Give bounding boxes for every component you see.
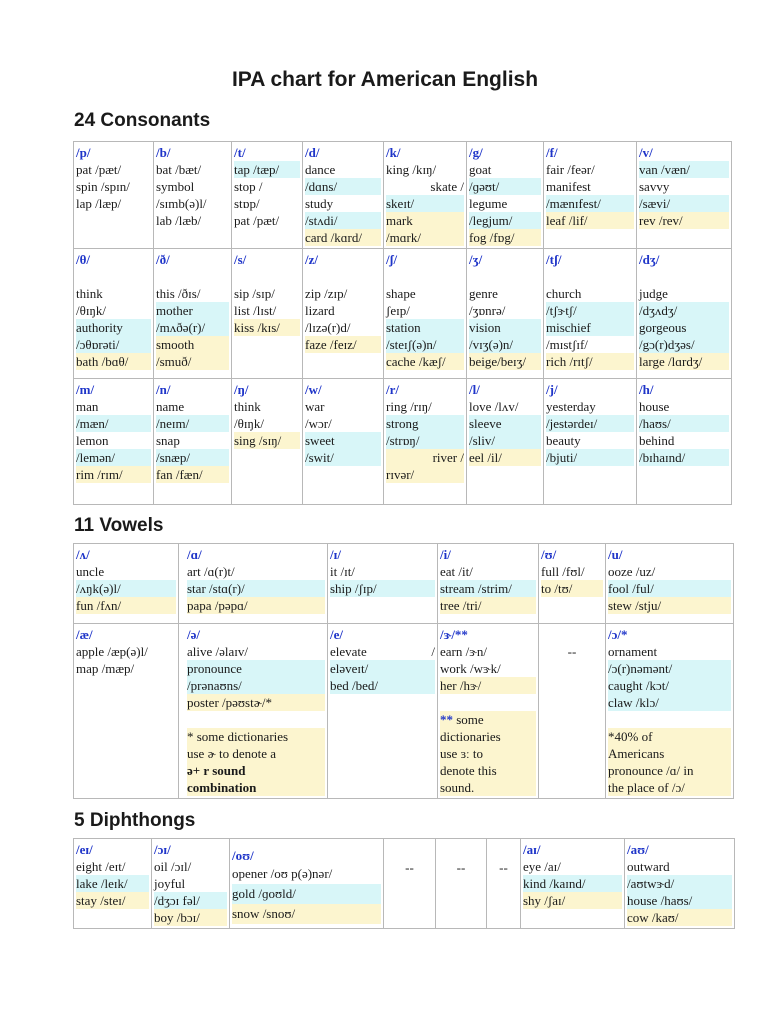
footnote: the place of /ɔ/ [608,779,731,796]
example-word: house [639,399,670,414]
example-word: /mɑrk/ [386,229,464,246]
vowel-cell-eh [328,624,438,799]
example-word: /tʃɝtʃ/ [546,302,634,319]
table-row [74,544,734,624]
ipa-symbol: /æ/ [76,627,93,642]
example-word: lizard [305,303,335,318]
example-word: goat [469,162,492,177]
vowel-cell-ih [328,544,438,624]
example-word: savvy [639,179,670,194]
diphthongs-table [73,838,735,929]
vowel-cell-er [438,624,539,799]
example-word: /swit/ [305,449,381,466]
ipa-symbol: /n/ [156,382,171,397]
ipa-symbol: /ʒ/ [469,252,483,267]
example-word: smooth [156,336,229,353]
ipa-symbol: /s/ [234,252,247,267]
example-word: fun /fʌn/ [76,597,176,614]
example-word: /θɪŋk/ [76,303,106,318]
footnote: dictionaries [440,728,536,745]
example-word: /stʌdi/ [305,212,381,229]
example-word: outward [627,859,670,874]
example-word: station [386,319,464,336]
example-word: authority [76,319,151,336]
example-word: /ʌŋk(ə)l/ [76,580,176,597]
example-word: shape [386,286,416,301]
example-word: judge [639,286,668,301]
example-word: /ɔ(r)nəmənt/ [608,660,731,677]
example-word: /mænɪfest/ [546,195,634,212]
example-word: leaf /lif/ [546,212,634,229]
example-word: ship /ʃɪp/ [330,580,435,597]
diphthong-cell-ow [625,839,735,929]
example-word: /bjuti/ [546,449,634,466]
example-word: snap [156,433,180,448]
consonant-cell-m [74,379,154,505]
vowel-cell-oo [606,544,734,624]
example-word: caught /kɔt/ [608,677,731,694]
vowels-table [73,543,734,799]
example-word: ooze /uz/ [608,564,656,579]
example-word: sip /sɪp/ [234,286,275,301]
example-word: bat /bæt/ [156,162,202,177]
table-row [74,142,732,249]
example-word: apple /æp(ə)l/ [76,644,148,659]
example-word: /lemən/ [76,449,151,466]
consonant-cell-h [637,379,732,505]
example-word: fog /fɒg/ [469,229,541,246]
example-word: poster /pəʊstɚ/* [187,694,325,711]
example-word: uncle [76,564,105,579]
ipa-symbol: /ʊ/ [541,547,557,562]
example-word: tree /tri/ [440,597,536,614]
footnote: *40% of [608,728,731,745]
example-word: pat /pæt/ [76,162,122,177]
ipa-symbol: /d/ [305,145,320,160]
example-word: /steɪʃ(ə)n/ [386,336,464,353]
vowel-cell-empty [539,624,606,799]
example-word: rim /rɪm/ [76,466,151,483]
example-word: mother [156,302,229,319]
ipa-symbol: /ð/ [156,252,170,267]
consonant-cell-g [467,142,544,249]
example-word: large /lɑrdʒ/ [639,353,729,370]
table-row [74,379,732,505]
consonant-cell-dh [154,249,232,379]
example-word: claw /klɔ/ [608,694,731,711]
diphthong-cell-oy [152,839,230,929]
example-word: list /lɪst/ [234,303,277,318]
example-word: stay /steɪ/ [76,892,149,909]
example-word: bath /bɑθ/ [76,353,151,370]
example-word: legume [469,196,508,211]
example-word: vision [469,319,541,336]
example-word: /dʒɔɪ fəl/ [154,892,227,909]
footnote: sound. [440,779,536,796]
example-word: van /væn/ [639,161,729,178]
consonant-cell-ng [232,379,303,505]
example-word: /neɪm/ [156,415,229,432]
footnote: combination [187,779,325,796]
example-word: /strɒŋ/ [386,432,464,449]
ipa-symbol: /i/ [440,547,451,562]
diphthong-cell-eye [521,839,625,929]
example-word: /sɪmb(ə)l/ [156,196,207,211]
ipa-symbol: /p/ [76,145,91,160]
table-row [74,839,735,929]
example-word: stew /stju/ [608,597,731,614]
ipa-symbol: /k/ [386,145,401,160]
example-word: pronounce [187,660,325,677]
diphthong-cell-empty-1 [384,839,436,929]
ipa-symbol: /ə/ [187,627,200,642]
example-word: earn /ɝn/ [440,644,487,659]
footnote: ə+ r sound [187,762,325,779]
example-word: papa /pəpɑ/ [187,597,325,614]
example-word: gorgeous [639,319,729,336]
example-word: /wɔr/ [305,416,332,431]
example-word: think [234,399,261,414]
consonant-cell-sh [384,249,467,379]
ipa-symbol: /ŋ/ [234,382,249,397]
example-word: full /fʊl/ [541,564,585,579]
example-word: lab /læb/ [156,213,202,228]
example-word: /aʊtwɝd/ [627,875,732,892]
example-word: faze /feɪz/ [305,336,381,353]
example-word: work /wɝk/ [440,661,501,676]
diphthong-cell-ay [74,839,152,929]
ipa-symbol: /b/ [156,145,171,160]
example-word: to /tʊ/ [541,580,603,597]
ipa-symbol: /aɪ/ [523,842,541,857]
ipa-symbol: /ʌ/ [76,547,90,562]
diphthong-cell-empty-3 [487,839,521,929]
example-word: /dɑns/ [305,178,381,195]
example-word: ring /rɪŋ/ [386,399,432,414]
example-word: spin /spɪn/ [76,179,130,194]
consonant-cell-z [303,249,384,379]
example-word: /θɪŋk/ [234,416,264,431]
example-word: zip /zɪp/ [305,286,348,301]
page-title: IPA chart for American English [231,68,539,91]
ipa-symbol: /oʊ/ [232,848,254,863]
example-word: think [76,286,103,301]
diphthong-cell-empty-2 [436,839,487,929]
example-word: rɪvər/ [386,466,464,483]
example-word: art /ɑ(r)t/ [187,564,235,579]
ipa-symbol: /ɔɪ/ [154,842,171,857]
example-word: mischief [546,319,634,336]
footnote: * some dictionaries [187,728,325,745]
example-word: fool /ful/ [608,580,731,597]
example-word: opener /oʊ p(ə)nər/ [232,866,333,881]
vowel-cell-schwa [179,624,328,799]
example-word: /dʒʌdʒ/ [639,302,729,319]
ipa-symbol: /tʃ/ [546,252,562,267]
footnote: use ɜː to [440,745,536,762]
vowel-cell-ah [179,544,328,624]
example-word: war [305,399,325,414]
example-word: /bɪhaɪnd/ [639,449,729,466]
example-word: lake /leɪk/ [76,875,149,892]
example-word: behind [639,433,675,448]
example-word: tap /tæp/ [234,161,300,178]
consonant-cell-j [637,249,732,379]
example-word: sweet [305,432,381,449]
example-word: /smuð/ [156,353,229,370]
ipa-symbol: /r/ [386,382,399,397]
example-word: strong [386,415,464,432]
example-word: /prənaʊns/ [187,677,325,694]
vowels-heading: 11 Vowels [74,515,164,536]
example-word: eləveɪt/ [330,660,435,677]
ipa-symbol: /ʃ/ [386,252,398,267]
example-word: her /hɝ/ [440,677,536,694]
example-word: fair /feər/ [546,162,595,177]
ipa-symbol: /g/ [469,145,483,160]
ipa-symbol: /θ/ [76,252,91,267]
consonant-cell-f [544,142,637,249]
example-word: gold /ɡoʊld/ [232,884,381,904]
example-word: /mæn/ [76,415,151,432]
ipa-symbol: /ɝ/** [440,627,468,642]
consonant-cell-p [74,142,154,249]
footnote: some [456,712,484,727]
consonant-cell-y [544,379,637,505]
example-word: alive /əlaɪv/ [187,644,249,659]
example-word: ʃeɪp/ [386,303,410,318]
consonant-cell-b [154,142,232,249]
example-word: snow /snoʊ/ [232,904,381,924]
vowel-cell-uu [539,544,606,624]
example-word: beauty [546,433,581,448]
example-word: rev /rev/ [639,212,729,229]
example-word: genre [469,286,498,301]
example-word: lemon [76,433,109,448]
example-word: /ʒɒnrə/ [469,303,506,318]
example-word: star /stɑ(r)/ [187,580,325,597]
footnote-marker: ** [440,712,453,727]
consonant-cell-s [232,249,303,379]
ipa-symbol: /f/ [546,145,558,160]
example-word: card /kɑrd/ [305,229,381,246]
consonant-cell-l [467,379,544,505]
example-word: oil /ɔɪl/ [154,859,192,874]
example-word: dance [305,162,336,177]
example-word: map /mæp/ [76,661,135,676]
example-word: man [76,399,99,414]
vowel-cell-ae [74,624,179,799]
example-word: /sævi/ [639,195,729,212]
example-word: /snæp/ [156,449,229,466]
example-word: /mɪstʃɪf/ [546,337,588,352]
example-word: it /ɪt/ [330,564,355,579]
example-word: cache /kæʃ/ [386,353,464,370]
vowel-cell-uh [74,544,179,624]
example-word: /mʌðə(r)/ [156,319,229,336]
example-word: /jestərdeɪ/ [546,415,634,432]
diphthongs-heading: 5 Diphthongs [74,810,196,831]
ipa-symbol: /eɪ/ [76,842,93,857]
ipa-symbol: /l/ [469,382,480,397]
example-word: yesterday [546,399,596,414]
empty-marker: -- [567,644,577,659]
vowel-cell-ee [438,544,539,624]
example-word: king /kɪŋ/ [386,162,437,177]
consonant-cell-v [637,142,732,249]
example-word: fan /fæn/ [156,466,229,483]
example-word: /sliv/ [469,432,541,449]
example-word: eat /it/ [440,564,473,579]
vowel-cell-aw [606,624,734,799]
example-word: shy /ʃaɪ/ [523,892,622,909]
example-word: /haʊs/ [639,415,729,432]
example-word: eye /aɪ/ [523,859,561,874]
example-word: symbol [156,179,195,194]
consonant-cell-w [303,379,384,505]
example-word: /ɔθɒrəti/ [76,336,151,353]
consonant-cell-zh [467,249,544,379]
example-word: bed /bed/ [330,677,435,694]
example-word: stop / [234,179,263,194]
ipa-symbol: /w/ [305,382,322,397]
consonant-cell-r [384,379,467,505]
example-word: river / [386,449,464,466]
example-word: beige/beɪʒ/ [469,353,541,370]
example-word: eel /il/ [469,449,541,466]
ipa-symbol: /ɪ/ [330,547,341,562]
example-word: mark [386,212,464,229]
example-word: /legjum/ [469,212,541,229]
ipa-symbol: /e/ [330,627,343,642]
ipa-symbol: /t/ [234,145,246,160]
consonant-cell-t [232,142,303,249]
consonant-cell-ch [544,249,637,379]
consonants-table [73,141,732,505]
example-word: lap /læp/ [76,196,122,211]
example-word: love /lʌv/ [469,399,519,414]
empty-marker: -- [456,860,466,875]
consonants-heading: 24 Consonants [74,110,211,131]
example-word: rich /rɪtʃ/ [546,353,634,370]
consonant-cell-th [74,249,154,379]
example-word: ornament [608,644,658,659]
example-word: this /ðɪs/ [156,286,201,301]
ipa-symbol: /ɑ/ [187,547,202,562]
example-word: /ɡəʊt/ [469,178,541,195]
example-word: pat /pæt/ [234,213,280,228]
ipa-symbol: /v/ [639,145,653,160]
footnote: pronounce /ɑ/ in [608,762,731,779]
ipa-symbol: /h/ [639,382,654,397]
ipa-symbol: /dʒ/ [639,252,660,267]
example-word: eight /eɪt/ [76,859,126,874]
example-word: sing /sɪŋ/ [234,432,300,449]
consonant-cell-k [384,142,467,249]
diphthong-cell-oh [230,839,384,929]
ipa-symbol: /u/ [608,547,623,562]
footnote: use ɚ to denote a [187,745,325,762]
example-word: boy /bɔɪ/ [154,909,227,926]
example-word: cow /kaʊ/ [627,909,732,926]
example-word: church [546,286,582,301]
ipa-symbol: /m/ [76,382,95,397]
example-word: /gɔ(r)dʒəs/ [639,336,729,353]
consonant-cell-n [154,379,232,505]
ipa-symbol: /z/ [305,252,318,267]
example-word: /vɪʒ(ə)n/ [469,336,541,353]
example-word: elevate / [330,644,435,659]
footnote: denote this [440,762,536,779]
example-word: kiss /kɪs/ [234,319,300,336]
empty-marker: -- [405,860,414,875]
ipa-symbol: /j/ [546,382,558,397]
example-word: stɒp/ [234,196,260,211]
empty-marker: -- [499,860,508,875]
footnote: Americans [608,745,731,762]
consonant-cell-d [303,142,384,249]
example-word: manifest [546,179,591,194]
example-word: name [156,399,185,414]
table-row [74,249,732,379]
example-word: stream /strim/ [440,580,536,597]
ipa-symbol: /aʊ/ [627,842,649,857]
example-word: house /haʊs/ [627,892,732,909]
example-word: sleeve [469,415,541,432]
example-word: /lɪzə(r)d/ [305,320,351,335]
example-word: skate / [430,179,464,194]
example-word: joyful [154,876,186,891]
ipa-symbol: /ɔ/* [608,627,628,642]
example-word: study [305,196,334,211]
example-word: kind /kaɪnd/ [523,875,622,892]
table-row [74,624,734,799]
example-word: skeɪt/ [386,195,464,212]
